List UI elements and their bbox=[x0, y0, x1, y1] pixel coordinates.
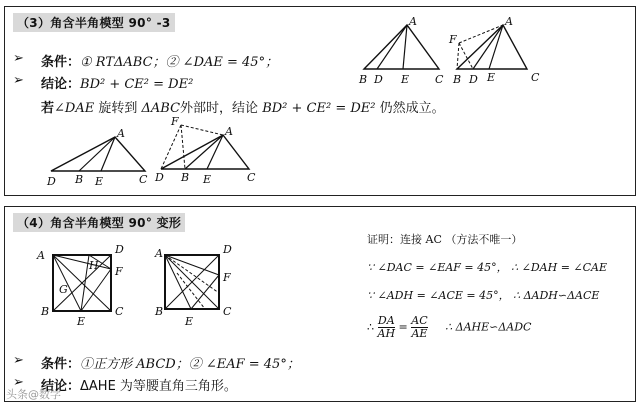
section-4-title: （4）角含半角模型 90° 变形 bbox=[13, 213, 185, 232]
fig4-label-b: B bbox=[181, 171, 190, 184]
proof-line-3b: ∴ ΔADH∽ΔACE bbox=[513, 289, 600, 302]
fig4-label-e: E bbox=[203, 173, 212, 186]
sq2-label-b: B bbox=[155, 305, 164, 318]
fig3-label-b: B bbox=[75, 173, 84, 186]
figure-square-1 bbox=[31, 243, 151, 327]
note-formula: BD² + CE² = DE² bbox=[262, 101, 376, 116]
figure-triangle-2 bbox=[447, 17, 547, 89]
note-middle-2: 外部时，结论 bbox=[180, 101, 259, 116]
sq2-label-c: C bbox=[223, 305, 232, 318]
sq1-label-d: D bbox=[115, 243, 124, 256]
conclusion-label: 结论： bbox=[41, 379, 81, 394]
note-prefix: 若 bbox=[41, 101, 55, 116]
proof-line-3a: ∵ ∠ADH = ∠ACE = 45°， bbox=[367, 289, 510, 302]
section-4-condition bbox=[41, 353, 300, 372]
bullet-arrow-icon: ➢ bbox=[13, 73, 24, 88]
note-suffix: 仍然成立。 bbox=[379, 101, 445, 116]
sq1-label-e: E bbox=[77, 315, 86, 328]
sq2-label-a: A bbox=[155, 247, 163, 260]
sq1-label-b: B bbox=[41, 305, 50, 318]
fig4-label-c: C bbox=[247, 171, 256, 184]
proof-fraction-2 bbox=[411, 315, 427, 340]
sq1-label-c: C bbox=[115, 305, 124, 318]
proof-line-4 bbox=[367, 315, 531, 340]
fig1-label-c: C bbox=[435, 73, 444, 86]
sq1-label-g: G bbox=[59, 283, 68, 296]
conclusion-label: 结论： bbox=[41, 77, 81, 92]
section-4-conclusion bbox=[41, 375, 237, 394]
condition-label: 条件： bbox=[41, 55, 81, 70]
fig1-label-a: A bbox=[409, 15, 417, 28]
fig1-label-b: B bbox=[359, 73, 368, 86]
section-3-conclusion bbox=[41, 73, 193, 92]
bullet-arrow-icon: ➢ bbox=[13, 51, 24, 66]
fig3-label-a: A bbox=[117, 127, 125, 140]
fig1-label-e: E bbox=[401, 73, 410, 86]
sq1-label-a: A bbox=[37, 249, 45, 262]
section-3-box bbox=[4, 6, 636, 196]
figure-triangle-4 bbox=[155, 117, 265, 189]
condition-label: 条件： bbox=[41, 357, 81, 372]
fig2-label-c: C bbox=[531, 71, 540, 84]
condition-text: ①正方形 ABCD；② ∠EAF = 45°； bbox=[80, 357, 300, 372]
frac1-den: AH bbox=[377, 327, 396, 340]
fig3-label-d: D bbox=[47, 175, 56, 188]
section-3-title: （3）角含半角模型 90° -3 bbox=[13, 13, 175, 32]
fig3-label-e: E bbox=[95, 175, 104, 188]
section-3-condition bbox=[41, 51, 278, 70]
proof-fraction-1 bbox=[378, 315, 396, 340]
proof-line-2b: ∴ ∠DAH = ∠CAE bbox=[511, 261, 608, 274]
proof-line-1: 证明：连接 AC （方法不唯一） bbox=[367, 233, 523, 246]
frac2-den: AE bbox=[411, 327, 428, 340]
fig2-label-e: E bbox=[487, 71, 496, 84]
proof-line-2 bbox=[367, 259, 607, 275]
conclusion-formula: BD² + CE² = DE² bbox=[80, 77, 194, 92]
bullet-arrow-icon: ➢ bbox=[13, 353, 24, 368]
sq2-label-e: E bbox=[185, 315, 194, 328]
section-3-note bbox=[41, 97, 445, 116]
proof-line-2a: ∵ ∠DAC = ∠EAF = 45°， bbox=[367, 261, 508, 274]
figure-triangle-3 bbox=[45, 125, 155, 187]
proof-line-4b: ∴ ΔAHE∽ΔADC bbox=[445, 320, 532, 334]
fig4-label-a: A bbox=[225, 125, 233, 138]
figure-square-2 bbox=[155, 243, 255, 327]
fig2-label-f: F bbox=[449, 33, 457, 46]
frac2-num: AC bbox=[411, 314, 428, 327]
proof-line-3 bbox=[367, 287, 599, 303]
watermark: 头条@数学 bbox=[6, 388, 61, 401]
sq2-label-f: F bbox=[223, 271, 231, 284]
section-4-box bbox=[4, 206, 636, 402]
frac1-num: DA bbox=[377, 314, 395, 327]
figure-triangle-1 bbox=[359, 17, 449, 89]
bullet-arrow-icon: ➢ bbox=[13, 375, 24, 390]
sq1-label-h: H bbox=[89, 259, 99, 272]
fig4-label-d: D bbox=[155, 171, 164, 184]
fig4-label-f: F bbox=[171, 115, 179, 128]
fig2-label-d: D bbox=[469, 73, 478, 86]
proof-equals: = bbox=[398, 320, 408, 334]
sq2-label-d: D bbox=[223, 243, 232, 256]
fig2-label-a: A bbox=[505, 15, 513, 28]
fig3-label-c: C bbox=[139, 173, 148, 186]
note-triangle: ΔABC bbox=[141, 101, 181, 116]
note-angle: ∠DAE bbox=[54, 101, 95, 116]
sq1-label-f: F bbox=[115, 265, 123, 278]
proof-therefore: ∴ bbox=[367, 320, 374, 334]
fig1-label-d: D bbox=[374, 73, 383, 86]
fig2-label-b: B bbox=[453, 73, 462, 86]
conclusion-text: ΔAHE 为等腰直角三角形。 bbox=[80, 379, 237, 394]
note-middle: 旋转到 bbox=[98, 101, 138, 116]
condition-text: ① RTΔABC；② ∠DAE = 45°； bbox=[80, 55, 279, 70]
